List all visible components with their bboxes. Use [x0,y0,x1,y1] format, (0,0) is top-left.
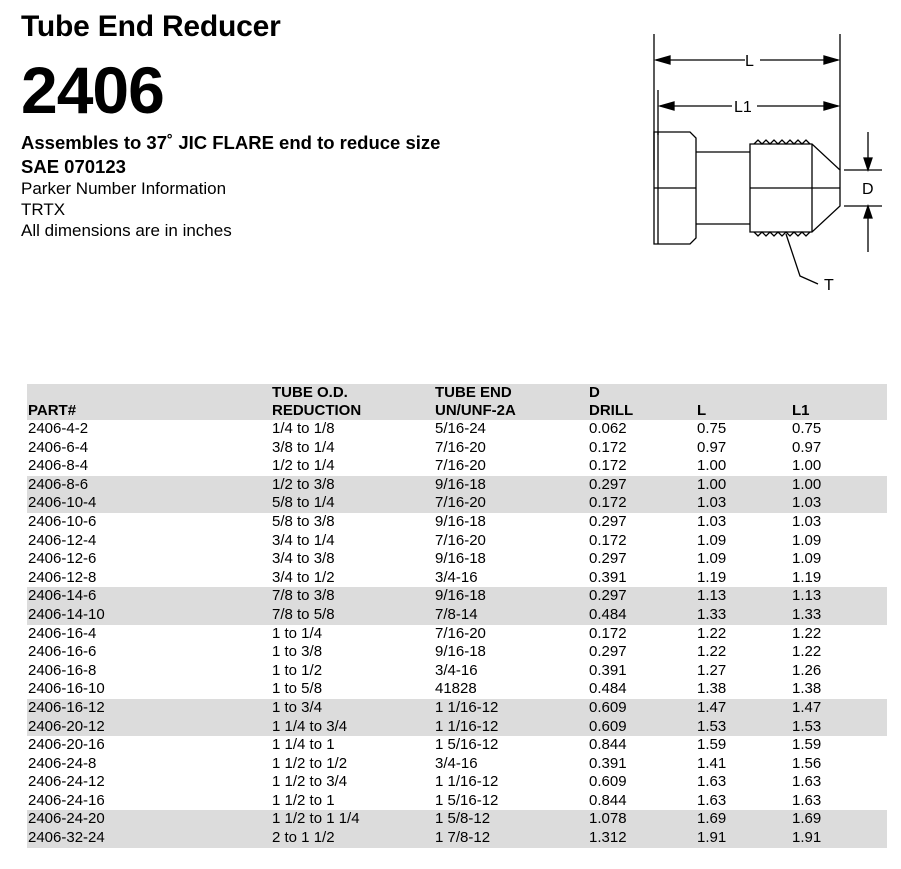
cell-l: 1.63 [697,791,727,809]
cell-l1: 1.47 [791,699,887,718]
cell-tube-end: 7/16-20 [435,531,486,549]
table-row [27,680,887,699]
cell-l: 1.38 [697,680,727,698]
cell-l: 1.03 [696,494,791,513]
cell-drill: 0.484 [588,606,696,625]
cell-l1: 1.63 [792,791,822,809]
info-line: Parker Number Information [21,179,227,198]
table-row [27,587,887,606]
cell-reduction: 1 1/2 to 1 [272,791,335,809]
cell-reduction: 1 to 1/2 [272,661,323,679]
cell-part: 2406-4-2 [28,420,89,437]
cell-part: 2406-8-6 [27,476,271,495]
cell-drill: 1.312 [588,829,696,848]
cell-l1: 1.53 [791,718,887,737]
cell-l1: 1.91 [791,829,887,848]
page-title: Tube End Reducer [21,10,281,43]
cell-tube-end: 1 1/16-12 [435,773,499,791]
cell-reduction: 3/4 to 1/2 [272,568,335,586]
cell-part: 2406-16-10 [28,680,105,698]
cell-part: 2406-16-4 [28,624,97,642]
cell-tube-end: 1 5/16-12 [435,736,499,754]
cell-tube-end: 1 1/16-12 [434,699,588,718]
cell-l1: 1.09 [792,531,822,549]
table-header-row [27,384,887,420]
cell-l1: 1.03 [791,494,887,513]
table-row [27,439,887,458]
cell-tube-end: 1 7/8-12 [434,829,588,848]
cell-l: 1.13 [696,587,791,606]
part-series-number: 2406 [21,53,164,127]
cell-l1: 1.03 [792,512,822,530]
cell-part: 2406-12-4 [28,531,97,549]
cell-l: 1.19 [697,568,727,586]
table-row [27,625,887,644]
cell-drill: 0.297 [588,587,696,606]
cell-l: 1.03 [697,512,727,530]
cell-drill: 0.297 [589,643,627,661]
table-row [27,476,887,495]
cell-drill: 0.391 [589,568,627,586]
cell-drill: 0.609 [588,718,696,737]
cell-tube-end: 9/16-18 [434,587,588,606]
cell-l1: 1.63 [792,773,822,791]
cell-drill: 0.391 [589,661,627,679]
cell-l: 1.22 [697,624,727,642]
cell-l1: 1.00 [791,476,887,495]
table-row [27,457,887,476]
table-row [27,773,887,792]
table-row [27,550,887,569]
cell-reduction: 1 to 5/8 [272,680,323,698]
table-row [27,736,887,755]
cell-part: 2406-10-4 [27,494,271,513]
cell-part: 2406-16-12 [27,699,271,718]
cell-l1: 1.22 [792,624,822,642]
cell-part: 2406-16-6 [28,643,97,661]
cell-drill: 0.297 [589,512,627,530]
dimension-label-T: T [824,277,834,294]
cell-reduction: 5/8 to 3/8 [272,512,335,530]
cell-tube-end: 9/16-18 [434,476,588,495]
table-row [27,829,887,848]
cell-tube-end: 9/16-18 [435,643,486,661]
cell-reduction: 1 to 3/8 [272,643,323,661]
cell-drill: 0.172 [589,624,627,642]
cell-l: 1.63 [697,773,727,791]
cell-l: 1.09 [697,531,727,549]
column-header-l1: L1 [791,384,887,420]
cell-drill: 0.844 [589,736,627,754]
dimension-label-L: L [745,53,754,70]
cell-drill: 0.297 [588,476,696,495]
cell-l: 0.97 [697,438,727,456]
cell-l: 1.91 [696,829,791,848]
cell-tube-end: 7/16-20 [434,494,588,513]
cell-part: 2406-32-24 [27,829,271,848]
cell-l1: 0.75 [792,420,822,437]
sae-number: SAE 070123 [21,156,126,177]
table-row [27,792,887,811]
cell-reduction: 1 1/2 to 1/2 [272,754,348,772]
cell-l1: 1.13 [791,587,887,606]
cell-reduction: 1 1/2 to 3/4 [272,773,348,791]
cell-drill: 1.078 [588,810,696,829]
cell-tube-end: 1 5/8-12 [434,810,588,829]
cell-l: 1.00 [696,476,791,495]
column-header-l: L [696,384,791,420]
table-row [27,755,887,774]
cell-l1: 1.22 [792,643,822,661]
fitting-diagram [600,20,890,305]
cell-reduction: 1 1/4 to 1 [272,736,335,754]
cell-part: 2406-24-12 [28,773,105,791]
cell-l: 0.75 [697,420,727,437]
cell-tube-end: 3/4-16 [435,754,478,772]
cell-drill: 0.172 [589,531,627,549]
dimension-label-L1: L1 [734,99,752,116]
cell-reduction: 5/8 to 1/4 [271,494,434,513]
cell-l1: 1.59 [792,736,822,754]
column-header-drill: D DRILL [588,384,696,420]
table-row [27,662,887,681]
cell-reduction: 1 1/4 to 3/4 [271,718,434,737]
cell-reduction: 1/4 to 1/8 [272,420,335,437]
cell-reduction: 1 1/2 to 1 1/4 [271,810,434,829]
cell-part: 2406-12-8 [28,568,97,586]
cell-part: 2406-20-16 [28,736,105,754]
cell-part: 2406-8-4 [28,457,89,475]
table-row [27,532,887,551]
cell-l: 1.27 [697,661,727,679]
cell-tube-end: 7/16-20 [435,457,486,475]
cell-tube-end: 5/16-24 [435,420,486,437]
cell-drill: 0.297 [589,550,627,568]
cell-drill: 0.484 [589,680,627,698]
cell-drill: 0.172 [589,457,627,475]
cell-l1: 1.56 [792,754,822,772]
column-header-tube-end: TUBE END UN/UNF-2A [434,384,588,420]
cell-reduction: 1 to 1/4 [272,624,323,642]
info-line: All dimensions are in inches [21,221,232,240]
cell-drill: 0.609 [589,773,627,791]
cell-part: 2406-14-10 [27,606,271,625]
cell-l: 1.47 [696,699,791,718]
cell-part: 2406-6-4 [28,438,89,456]
table-row [27,643,887,662]
cell-part: 2406-20-12 [27,718,271,737]
table-row [27,569,887,588]
cell-l: 1.59 [697,736,727,754]
table-row [27,606,887,625]
cell-drill: 0.844 [589,791,627,809]
cell-drill: 0.609 [588,699,696,718]
cell-part: 2406-12-6 [28,550,97,568]
column-header-part: PART# [27,384,271,420]
cell-reduction: 2 to 1 1/2 [271,829,434,848]
cell-tube-end: 3/4-16 [435,661,478,679]
description: Assembles to 37˚ JIC FLARE end to reduce size [21,132,441,153]
cell-drill: 0.391 [589,754,627,772]
dimension-label-D: D [862,181,874,198]
cell-part: 2406-10-6 [28,512,97,530]
cell-tube-end: 9/16-18 [435,550,486,568]
cell-l: 1.33 [696,606,791,625]
cell-reduction: 3/4 to 1/4 [272,531,335,549]
table-row [27,718,887,737]
cell-part: 2406-24-16 [28,791,105,809]
cell-tube-end: 1 1/16-12 [434,718,588,737]
cell-l: 1.00 [697,457,727,475]
cell-tube-end: 7/16-20 [435,624,486,642]
cell-reduction: 1 to 3/4 [271,699,434,718]
info-line: TRTX [21,200,66,219]
cell-l: 1.22 [697,643,727,661]
cell-reduction: 3/8 to 1/4 [272,438,335,456]
cell-l: 1.09 [697,550,727,568]
cell-reduction: 7/8 to 3/8 [271,587,434,606]
column-header-reduction: TUBE O.D. REDUCTION [271,384,434,420]
cell-part: 2406-24-8 [28,754,97,772]
table-row [27,420,887,439]
cell-l: 1.53 [696,718,791,737]
table-row [27,494,887,513]
parts-table [27,384,887,848]
cell-tube-end: 7/8-14 [434,606,588,625]
cell-tube-end: 7/16-20 [435,438,486,456]
cell-l1: 1.69 [791,810,887,829]
cell-reduction: 1/2 to 1/4 [272,457,335,475]
cell-l: 1.41 [697,754,727,772]
cell-drill: 0.172 [589,438,627,456]
cell-reduction: 3/4 to 3/8 [272,550,335,568]
cell-tube-end: 9/16-18 [435,512,486,530]
cell-part: 2406-24-20 [27,810,271,829]
table-row [27,513,887,532]
table-row [27,699,887,718]
cell-part: 2406-14-6 [27,587,271,606]
cell-part: 2406-16-8 [28,661,97,679]
cell-drill: 0.172 [588,494,696,513]
cell-l1: 1.00 [792,457,822,475]
cell-l1: 0.97 [792,438,822,456]
cell-drill: 0.062 [589,420,627,437]
cell-l1: 1.09 [792,550,822,568]
cell-tube-end: 3/4-16 [435,568,478,586]
cell-reduction: 7/8 to 5/8 [271,606,434,625]
cell-l: 1.69 [696,810,791,829]
table-row [27,810,887,829]
cell-tube-end: 1 5/16-12 [435,791,499,809]
cell-l1: 1.33 [791,606,887,625]
cell-l1: 1.26 [792,661,822,679]
cell-l1: 1.19 [792,568,822,586]
cell-tube-end: 41828 [435,680,477,698]
cell-l1: 1.38 [792,680,822,698]
cell-reduction: 1/2 to 3/8 [271,476,434,495]
